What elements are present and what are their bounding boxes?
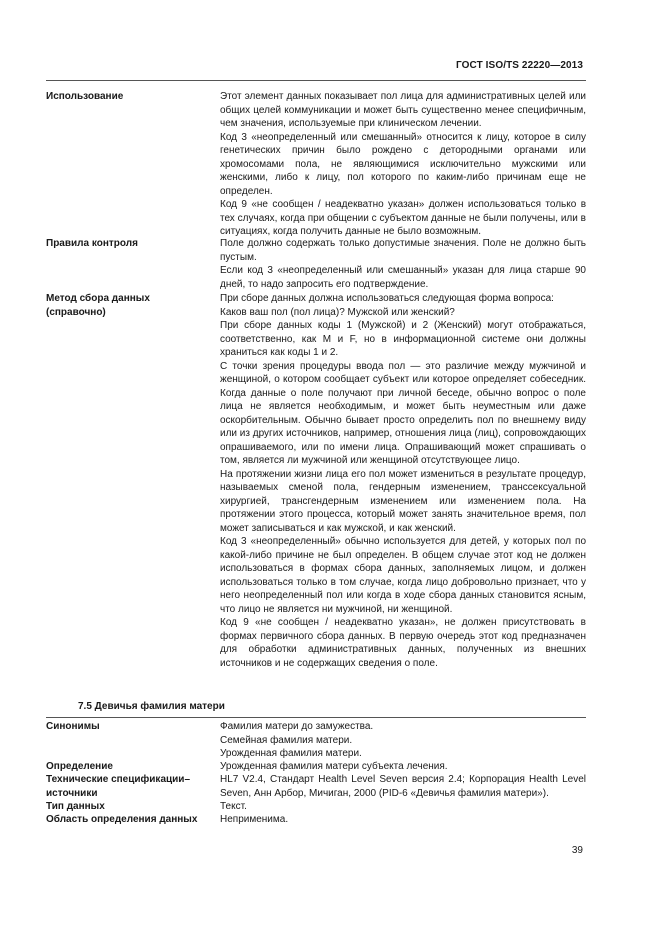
- definition-text: [220, 760, 586, 774]
- tech-label-line-1: Технические спецификации–: [46, 774, 191, 785]
- section-rule: [46, 717, 586, 718]
- method-paragraph-2: При сборе данных коды 1 (Мужской) и 2 (Женский) могут отображаться, соответственно, как M и F, но в информационной системе они должны храниться как коды 1 и 2.: [220, 320, 586, 358]
- method-label-line-1: Метод сбора данных: [46, 293, 150, 304]
- method-paragraph-1a: При сборе данных должна использоваться следующая форма вопроса:: [220, 293, 554, 304]
- tech-label-line-2: источники: [46, 787, 98, 799]
- usage-label: Использование: [46, 91, 124, 102]
- header-rule: [46, 80, 586, 81]
- tech-label: [46, 773, 218, 800]
- domain-text: [220, 813, 586, 827]
- usage-paragraph-2: Код 3 «неопределенный или смешанный» относится к лицу, которое в силу генетических причин было рождено с детородными органами или хромосомами пола, не являющимися исключительно мужскими или женскими, либо к лицу, пол которого по каким-либо причинам еще не определен.: [220, 131, 586, 197]
- method-paragraph-5: Код 3 «неопределенный» обычно используется для детей, у которых пол по какой-либо причине не был определен. В общем случае этот код не должен использоваться в формах сбора данных, заполняемых лицом, и должен использоваться только в том случае, когда лицо добровольно признает, что у него неопределенный пол или когда в ходе сбора данных становится ясным, что лицо не является ни мужчиной, ни женщиной.: [220, 536, 586, 615]
- document-header: ГОСТ ISO/TS 22220—2013: [456, 60, 583, 71]
- method-paragraph-4: На протяжении жизни лица его пол может измениться в результате процедур, называемых сменой пола, гендерным изменением, транссексуальной хирургией, трансгендерным изменением или изменением пола. На протяжении этого процесса, который может занять значительное время, пол может записываться и как мужской, и как женский.: [220, 468, 586, 534]
- usage-paragraph-3: Код 9 «не сообщен / неадекватно указан» должен использоваться только в тех случаях, когда при общении с субъектом данные не были получены, или в ситуациях, когда получить данные не было возможным.: [220, 199, 586, 237]
- method-paragraph-1b: Каков ваш пол (пол лица)? Мужской или женский?: [220, 306, 455, 318]
- dtype-value: Текст.: [220, 801, 247, 812]
- synonym-item: Урожденная фамилия матери.: [220, 748, 362, 759]
- definition-value: Урожденная фамилия матери субъекта лечения.: [220, 761, 448, 772]
- rules-paragraph-2: Если код 3 «неопределенный или смешанный» указан для лица старше 90 дней, то надо запросить его подтверждение.: [220, 265, 586, 290]
- method-paragraph-6: Код 9 «не сообщен / неадекватно указан», не должен присутствовать в формах первичного сбора данных. В первую очередь этот код предназначен для обработки административных данных, полученных из внешних источников и не содержащих сведения о поле.: [220, 617, 586, 669]
- method-paragraph-3: С точки зрения процедуры ввода пол — это различие между мужчиной и женщиной, о котором сообщает субъект или которое определяет собеседник. Когда данные о поле получают при личной беседе, обычно вопрос о поле лица не является необходимым, и может быть неуместным или даже оскорбительным. Обычно бывает просто определить пол по внешнему виду или из других источников, например, отношения лица (лиц), сопровождающих опрашиваемого, или по имени лица. Опрашивающий может спрашивать о том, является ли мужчиной или женщиной отсутствующее лицо.: [220, 360, 586, 466]
- rules-text: [220, 237, 586, 291]
- domain-value: Неприменима.: [220, 814, 289, 825]
- synonyms-label: Синонимы: [46, 721, 100, 732]
- tech-value: HL7 V2.4, Стандарт Health Level Seven версия 2.4; Корпорация Health Level Seven, Анн Арбор, Мичиган, 2000 (PID-6 «Девичья фамилия матери»).: [220, 774, 586, 799]
- method-label-line-2: (справочно): [46, 306, 106, 318]
- section-title: 7.5 Девичья фамилия матери: [78, 701, 225, 712]
- synonym-item: Фамилия матери до замужества.: [220, 721, 374, 732]
- usage-text: [220, 90, 586, 239]
- rules-label: Правила контроля: [46, 238, 138, 249]
- rules-paragraph-1: Поле должно содержать только допустимые значения. Поле не должно быть пустым.: [220, 238, 586, 263]
- synonyms-text: [220, 720, 586, 761]
- domain-label: Область определения данных: [46, 814, 198, 825]
- method-text: [220, 292, 586, 670]
- page-number: 39: [571, 845, 583, 856]
- method-label: [46, 292, 218, 319]
- definition-label: Определение: [46, 761, 113, 772]
- usage-paragraph-1: Этот элемент данных показывает пол лица для административных целей или общих целей коммуникации и может быть существенно менее специфичным, чем значения, используемые при клиническом лечении.: [220, 91, 586, 129]
- dtype-text: [220, 800, 586, 814]
- synonym-item: Семейная фамилия матери.: [220, 734, 353, 746]
- dtype-label: Тип данных: [46, 801, 105, 812]
- tech-text: [220, 773, 586, 800]
